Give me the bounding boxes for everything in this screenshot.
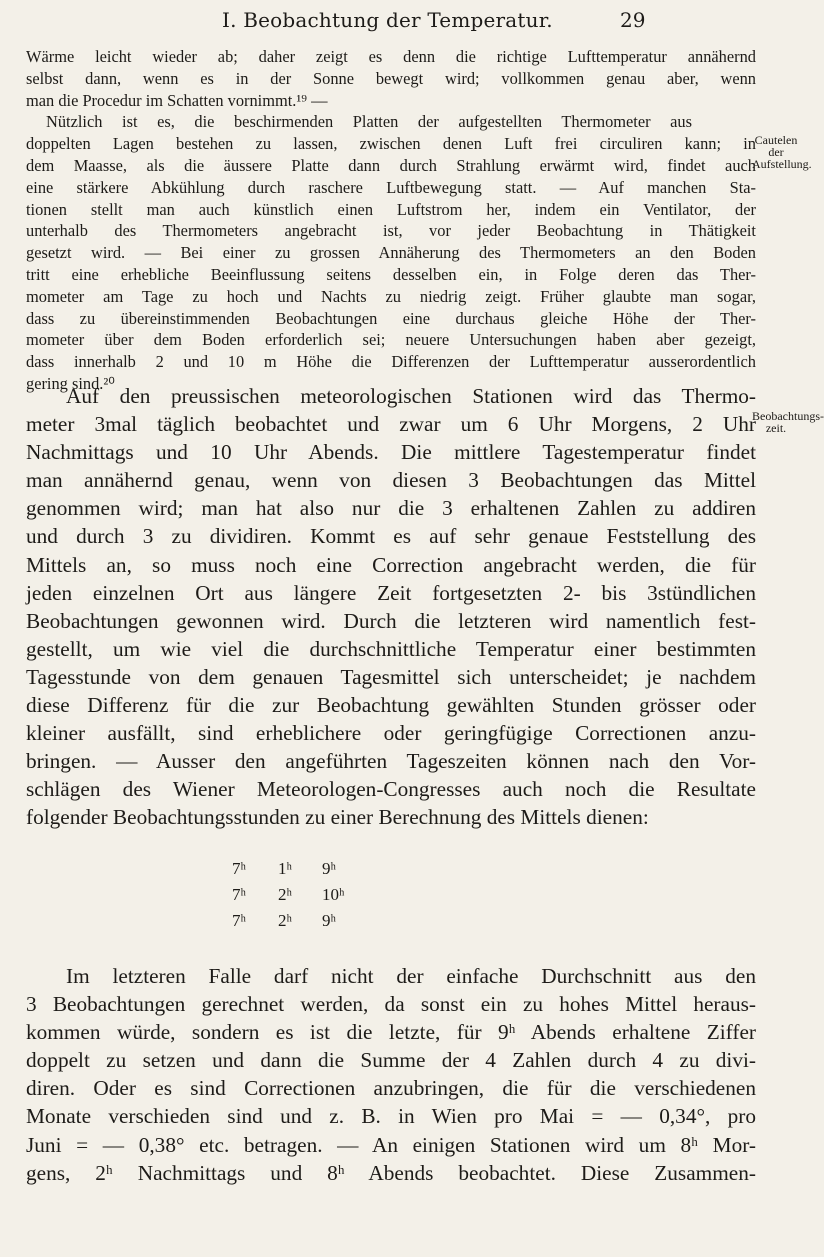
table-row xyxy=(232,856,452,882)
margin-note-line: Beobachtungs- xyxy=(752,409,824,423)
text-line: doppelt zu setzen und dann die Summe der 4 Zahlen durch 4 zu divi- xyxy=(26,1048,756,1073)
observation-hours-table xyxy=(232,856,452,934)
page-header xyxy=(0,8,800,38)
text-line: jeden einzelnen Ort aus längere Zeit fortgesetzten 2- bis 3stündlichen xyxy=(26,580,756,605)
table-cell: 1ʰ xyxy=(278,859,292,878)
text-line: dem Maasse, als die äussere Platte dann durch Strahlung erwärmt wird, findet auch xyxy=(26,155,756,175)
text-line: unterhalb des Thermometers angebracht ist, vor jeder Beobachtung in Thätigkeit xyxy=(26,221,756,241)
text-line: mometer über dem Boden erforderlich sei; neuere Untersuchungen haben aber gezeigt, xyxy=(26,330,756,350)
closing-paragraph xyxy=(26,962,756,1187)
text-line: Beobachtungen gewonnen wird. Durch die letzteren wird namentlich fest- xyxy=(26,608,756,633)
table-row xyxy=(232,882,452,908)
text-line: kommen würde, sondern es ist die letzte, für 9ʰ Abends erhaltene Ziffer xyxy=(26,1020,756,1045)
text-line: Monate verschieden sind und z. B. in Wien pro Mai = — 0,34°, pro xyxy=(26,1104,756,1129)
text-line: bringen. — Ausser den angeführten Tageszeiten können nach den Vor- xyxy=(26,749,756,774)
text-line: Wärme leicht wieder ab; daher zeigt es denn die richtige Lufttemperatur annähernd xyxy=(26,47,756,66)
margin-note-line: zeit. xyxy=(765,421,787,435)
text-line: mometer am Tage zu hoch und Nachts zu niedrig zeigt. Früher glaubte man sogar, xyxy=(26,286,756,306)
text-line: Mittels an, so muss noch eine Correction angebracht werden, die für xyxy=(26,552,756,577)
margin-note-cautelen xyxy=(752,133,812,171)
margin-note-beobachtungszeit xyxy=(752,409,824,435)
text-line: man annähernd genau, wenn von diesen 3 Beobachtungen das Mittel xyxy=(26,468,756,493)
text-line: gering sind.²⁰ xyxy=(26,373,115,393)
text-line: tritt eine erhebliche Beeinflussung seitens desselben ein, in Folge deren das Ther- xyxy=(26,264,756,284)
text-line: kleiner ausfällt, sind erheblichere oder geringfügige Correctionen anzu- xyxy=(26,721,756,746)
small-print-paragraph xyxy=(26,46,756,395)
table-cell: 2ʰ xyxy=(278,885,292,904)
text-line: Juni = — 0,38° etc. betragen. — An einigen Stationen wird um 8ʰ Mor- xyxy=(26,1132,756,1157)
text-line: genommen wird; man hat also nur die 3 erhaltenen Zahlen zu addiren xyxy=(26,496,756,521)
table-cell: 9ʰ xyxy=(322,911,336,930)
margin-note-line: Cautelen der xyxy=(754,133,798,159)
text-line: doppelten Lagen bestehen zu lassen, zwischen denen Luft frei circuliren kann; in xyxy=(26,134,756,154)
text-line: Im letzteren Falle darf nicht der einfache Durchschnitt aus den xyxy=(66,964,756,988)
text-line: Nützlich ist es, die beschirmenden Platten der aufgestellten Thermometer aus xyxy=(46,112,692,132)
text-line: dass innerhalb 2 und 10 m Höhe die Differenzen der Lufttemperatur ausserordentlich xyxy=(26,352,756,372)
text-line: 3 Beobachtungen gerechnet werden, da sonst ein zu hohes Mittel heraus- xyxy=(26,992,756,1017)
text-line: selbst dann, wenn es in der Sonne bewegt wird; vollkommen genau aber, wenn xyxy=(26,68,756,88)
text-line: Nachmittags und 10 Uhr Abends. Die mittlere Tagestemperatur findet xyxy=(26,440,756,465)
text-line: Auf den preussischen meteorologischen Stationen wird das Thermo- xyxy=(66,384,756,408)
text-line: gestellt, um wie viel die durchschnittliche Temperatur einer bestimmten xyxy=(26,636,756,661)
table-cell: 2ʰ xyxy=(278,911,292,930)
text-line: und durch 3 zu dividiren. Kommt es auf sehr genaue Feststellung des xyxy=(26,524,756,549)
text-line: meter 3mal täglich beobachtet und zwar um 6 Uhr Morgens, 2 Uhr xyxy=(26,412,756,437)
table-cell: 7ʰ xyxy=(232,911,246,930)
table-cell: 7ʰ xyxy=(232,859,246,878)
main-paragraph xyxy=(26,382,756,832)
text-line: tionen stellt man auch künstlich einen Luftstrom her, indem ein Ventilator, der xyxy=(26,199,756,219)
table-cell: 7ʰ xyxy=(232,885,246,904)
text-line: gens, 2ʰ Nachmittags und 8ʰ Abends beobachtet. Diese Zusammen- xyxy=(26,1160,756,1185)
table-cell: 9ʰ xyxy=(322,859,336,878)
text-line: Tagesstunde von dem genauen Tagesmittel sich unterscheidet; je nachdem xyxy=(26,664,756,689)
text-line: schlägen des Wiener Meteorologen-Congresses auch noch die Resultate xyxy=(26,777,756,802)
table-row xyxy=(232,908,452,934)
margin-note-line: Aufstellung. xyxy=(752,157,812,171)
page-number: 29 xyxy=(620,8,646,32)
text-line: eine stärkere Abkühlung durch raschere Luftbewegung statt. — Auf manchen Sta- xyxy=(26,177,756,197)
text-line: man die Procedur im Schatten vornimmt.¹⁹ — xyxy=(26,90,328,110)
text-line: diren. Oder es sind Correctionen anzubringen, die für die verschiedenen xyxy=(26,1076,756,1101)
text-line: gesetzt wird. — Bei einer zu grossen Annäherung des Thermometers an den Boden xyxy=(26,243,756,263)
text-line: folgender Beobachtungsstunden zu einer Berechnung des Mittels dienen: xyxy=(26,805,649,830)
table-cell: 10ʰ xyxy=(322,885,345,904)
running-title: I. Beobachtung der Temperatur. xyxy=(222,8,553,32)
text-line: diese Differenz für die zur Beobachtung gewählten Stunden grösser oder xyxy=(26,693,756,718)
text-line: dass zu übereinstimmenden Beobachtungen eine durchaus gleiche Höhe der Ther- xyxy=(26,308,756,328)
